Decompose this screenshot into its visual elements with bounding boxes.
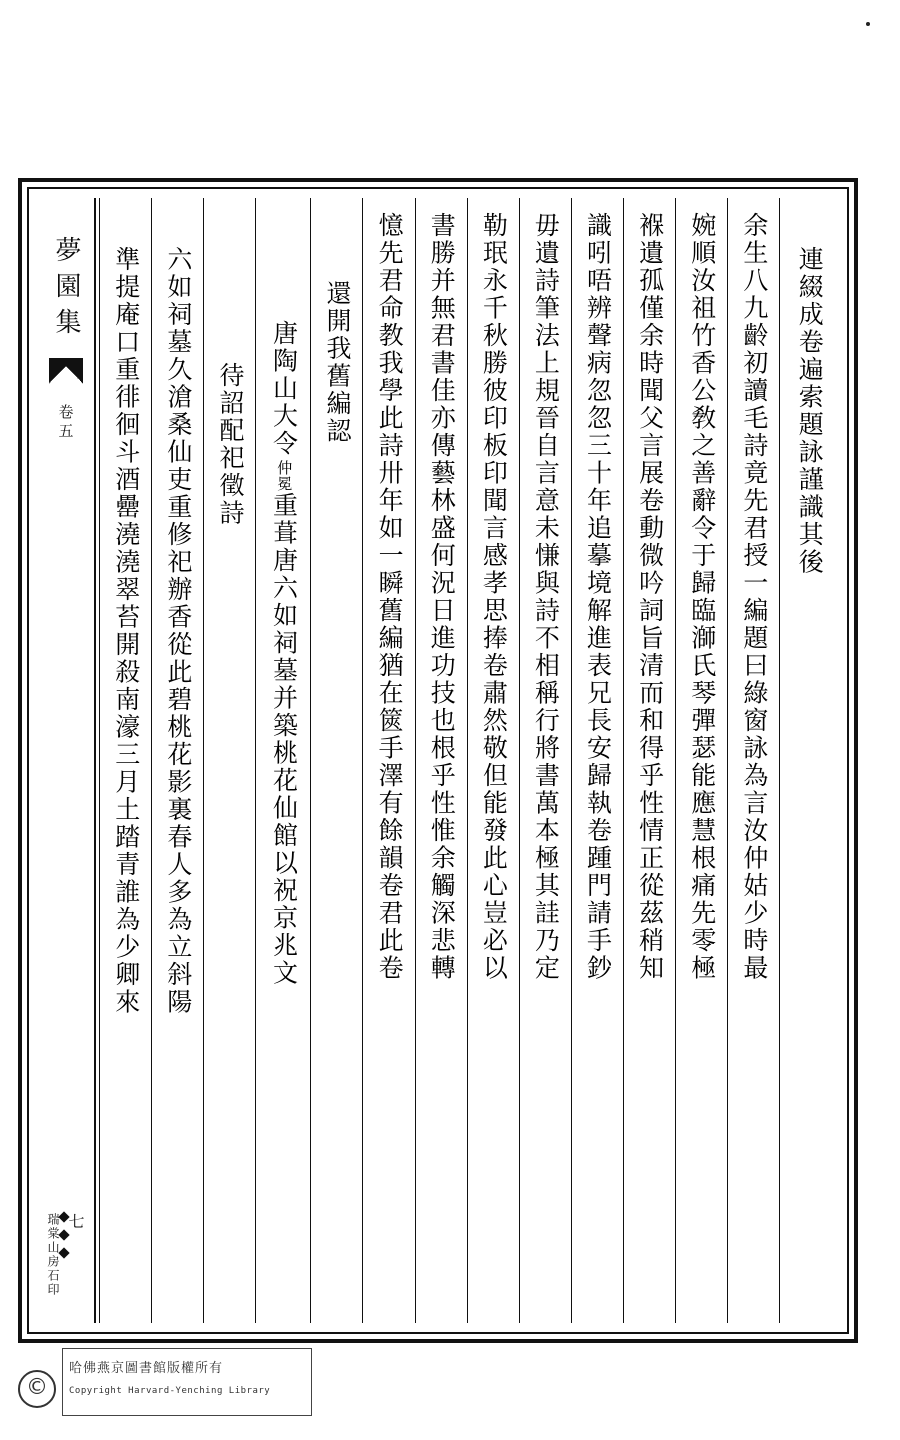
column-text: 勒珉永千秋勝彼印板印聞言感孝思捧卷肅然敬但能發此心豈必以 — [479, 212, 509, 982]
volume-label: 卷五 — [56, 404, 75, 442]
column-text: 識吲唔辨聲病忽忽三十年追摹境解進表兄長安歸執卷踵門請手鈔 — [583, 212, 613, 982]
column-text: 憶先君命教我學此詩卅年如一瞬舊編猶在篋手澤有餘韻卷君此卷 — [375, 212, 405, 982]
text-column — [362, 198, 414, 1323]
text-column — [151, 198, 203, 1323]
text-column — [203, 198, 255, 1323]
page-frame-inner-rule — [27, 187, 849, 1334]
text-column — [675, 198, 727, 1323]
column-text-tail: 重葺唐六如祠墓并築桃花仙館以祝京兆文 — [269, 491, 299, 987]
column-text: 待詔配祀徵詩 — [215, 362, 245, 527]
column-text: 準提庵口重徘徊斗酒罍澆澆翠苔開殺南濠三月土踏青誰為少卿來 — [111, 246, 141, 1016]
text-column — [310, 198, 362, 1323]
fish-tail-ornament — [49, 358, 83, 392]
text-column-title — [255, 198, 310, 1323]
column-interlinear-note: 仲冕 — [275, 459, 294, 492]
binding-footer — [38, 1213, 94, 1297]
column-text: 余生八九齡初讀毛詩竟先君授一編題曰綠窗詠為言汝仲姑少時最 — [739, 212, 769, 982]
text-column — [779, 198, 838, 1323]
text-column — [571, 198, 623, 1323]
woodblock-page-frame — [18, 178, 858, 1343]
column-text: 六如祠墓久滄桑仙吏重修祀辦香從此碧桃花影裏春人多為立斜陽 — [163, 246, 193, 1016]
page-number: 七 — [66, 1213, 85, 1229]
column-text: 毋遺詩筆法上規晉自言意未慊與詩不相稱行將書萬本極其詿乃定 — [531, 212, 561, 982]
scan-speck — [866, 22, 870, 26]
binding-column — [38, 198, 96, 1323]
column-text: 婉順汝祖竹香公敎之善辭令于歸臨溮氏琴彈瑟能應慧根痛先零極 — [687, 212, 717, 982]
text-column — [415, 198, 467, 1323]
column-text: 書勝并無君書佳亦傳藝林盛何況日進功技也根乎性惟余觸深悲轉 — [427, 212, 457, 982]
text-body — [99, 198, 838, 1323]
stamp-chinese-text: 哈佛燕京圖書館版權所有 — [69, 1361, 224, 1376]
printer-mark: 瑞棠山房石印 — [46, 1213, 60, 1297]
text-column — [727, 198, 779, 1323]
column-text: 褓遺孤僅余時聞父言展卷動微吟詞旨清而和得乎性情正從茲稍知 — [635, 212, 665, 982]
text-column — [467, 198, 519, 1323]
text-column — [99, 198, 151, 1323]
column-text: 連綴成卷遍索題詠謹識其後 — [795, 246, 825, 576]
column-text: 還開我舊編認 — [322, 280, 352, 445]
library-copyright-stamp — [62, 1348, 312, 1416]
book-title: 夢園集 — [51, 236, 81, 344]
stamp-english-text: Copyright Harvard-Yenching Library — [69, 1386, 271, 1396]
text-column — [623, 198, 675, 1323]
text-column — [519, 198, 571, 1323]
copyright-symbol: © — [18, 1370, 56, 1408]
column-text: 唐陶山大令 — [269, 320, 299, 458]
